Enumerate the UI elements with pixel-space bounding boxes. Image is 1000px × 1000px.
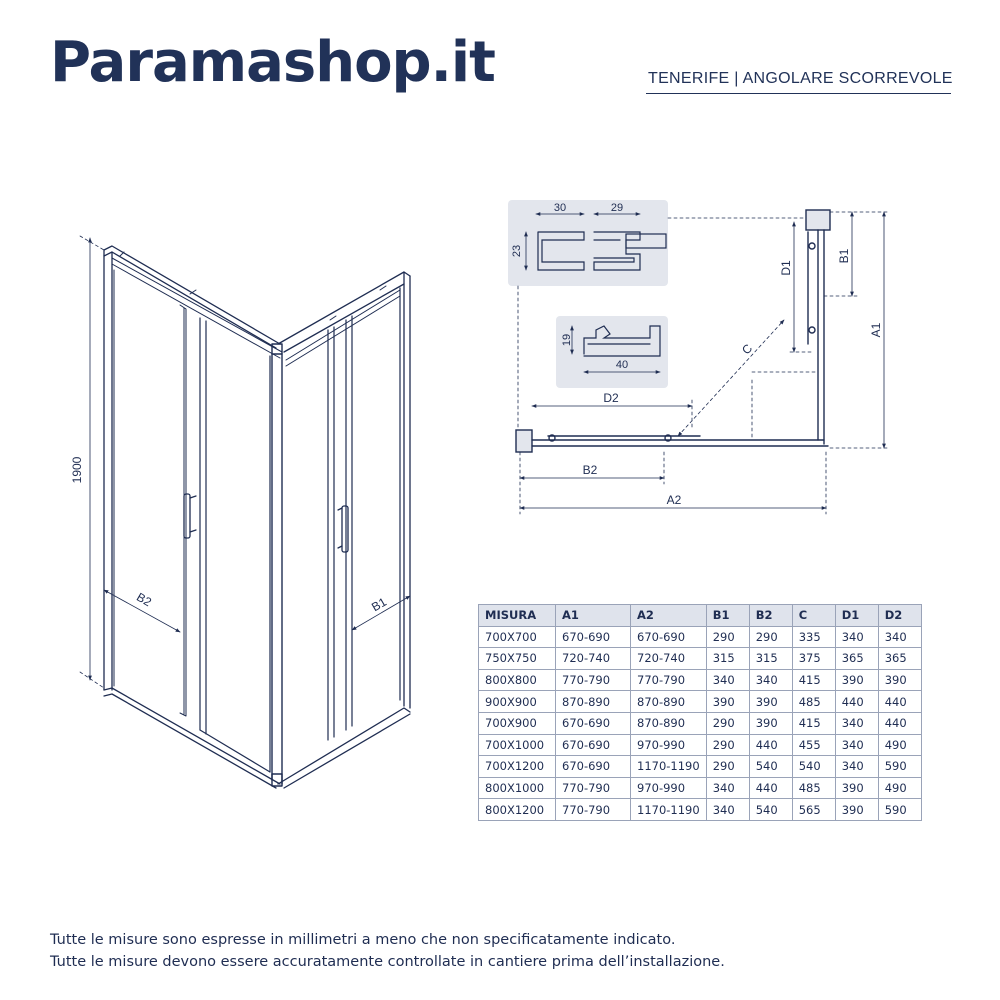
cell: 315 xyxy=(706,648,749,670)
left-sliding-door xyxy=(200,318,270,772)
cell: 540 xyxy=(749,756,792,778)
profile-width-40: 40 xyxy=(615,359,629,371)
col-b2: B2 xyxy=(749,605,792,627)
cell: 340 xyxy=(706,669,749,691)
cell: 1170-1190 xyxy=(631,799,707,821)
d2-label: D2 xyxy=(603,391,619,405)
cell: 590 xyxy=(878,799,921,821)
cell: 485 xyxy=(792,777,835,799)
cell: 900X900 xyxy=(479,691,556,713)
b2-label: B2 xyxy=(582,463,598,477)
table-row xyxy=(479,691,922,713)
table-row xyxy=(479,648,922,670)
cell: 390 xyxy=(749,691,792,713)
cell: 720-740 xyxy=(631,648,707,670)
cell: 340 xyxy=(835,712,878,734)
cell: 800X1000 xyxy=(479,777,556,799)
cell: 800X1200 xyxy=(479,799,556,821)
plan-view xyxy=(508,200,890,514)
cell: 770-790 xyxy=(631,669,707,691)
plan-frame-right xyxy=(806,210,830,444)
cell: 770-790 xyxy=(556,669,631,691)
cell: 290 xyxy=(706,756,749,778)
brand-logo: Paramashop.it xyxy=(50,30,495,95)
cell: 365 xyxy=(878,648,921,670)
table-row xyxy=(479,756,922,778)
cell: 440 xyxy=(878,691,921,713)
cell: 415 xyxy=(792,669,835,691)
cell: 670-690 xyxy=(631,626,707,648)
col-a1: A1 xyxy=(556,605,631,627)
table-row xyxy=(479,669,922,691)
cell: 670-690 xyxy=(556,626,631,648)
footnote-units: Tutte le misure sono espresse in millimetri a meno che non specificatamente indicato. xyxy=(50,932,676,948)
table-header-row xyxy=(479,605,922,627)
cell: 340 xyxy=(878,626,921,648)
table-row xyxy=(479,777,922,799)
profile-width-30: 30 xyxy=(553,202,567,214)
right-panel-frame xyxy=(278,272,410,788)
profile-detail-top xyxy=(508,200,668,286)
cell: 670-690 xyxy=(556,734,631,756)
table-row xyxy=(479,626,922,648)
cell: 440 xyxy=(749,777,792,799)
cell: 490 xyxy=(878,777,921,799)
profile-detail-small xyxy=(556,316,668,388)
cell: 970-990 xyxy=(631,777,707,799)
cell: 750X750 xyxy=(479,648,556,670)
cell: 390 xyxy=(835,799,878,821)
left-panel-frame xyxy=(104,246,280,788)
d1-label: D1 xyxy=(779,260,793,276)
cell: 375 xyxy=(792,648,835,670)
cell: 455 xyxy=(792,734,835,756)
cell: 290 xyxy=(706,712,749,734)
col-d1: D1 xyxy=(835,605,878,627)
cell: 870-890 xyxy=(556,691,631,713)
cell: 540 xyxy=(749,799,792,821)
profile-height-19: 19 xyxy=(561,333,573,347)
cell: 340 xyxy=(835,626,878,648)
cell: 290 xyxy=(749,626,792,648)
col-d2: D2 xyxy=(878,605,921,627)
a1-label: A1 xyxy=(869,322,883,338)
right-sliding-door xyxy=(328,288,400,740)
height-label: 1900 xyxy=(70,456,84,484)
b1-label: B1 xyxy=(837,248,851,264)
cell: 870-890 xyxy=(631,712,707,734)
cell: 700X700 xyxy=(479,626,556,648)
right-top-rail xyxy=(286,286,400,366)
cell: 770-790 xyxy=(556,799,631,821)
cell: 390 xyxy=(835,669,878,691)
cell: 390 xyxy=(706,691,749,713)
cell: 315 xyxy=(749,648,792,670)
cell: 540 xyxy=(792,756,835,778)
footnote-verify: Tutte le misure devono essere accuratamente controllate in cantiere prima dell’installazione. xyxy=(50,954,725,970)
profile-height-23: 23 xyxy=(511,244,523,258)
cell: 340 xyxy=(749,669,792,691)
cell: 590 xyxy=(878,756,921,778)
cell: 800X800 xyxy=(479,669,556,691)
cell: 290 xyxy=(706,626,749,648)
left-fixed-glass xyxy=(114,270,186,716)
cell: 440 xyxy=(878,712,921,734)
cell: 970-990 xyxy=(631,734,707,756)
cell: 565 xyxy=(792,799,835,821)
cell: 440 xyxy=(835,691,878,713)
table-row xyxy=(479,712,922,734)
left-top-rail xyxy=(112,252,282,358)
cell: 700X900 xyxy=(479,712,556,734)
plan-frame-bottom xyxy=(516,430,828,452)
cell: 365 xyxy=(835,648,878,670)
cell: 700X1000 xyxy=(479,734,556,756)
b1-perspective-label: B1 xyxy=(369,594,389,615)
cell: 1170-1190 xyxy=(631,756,707,778)
a2-label: A2 xyxy=(666,493,682,507)
cell: 770-790 xyxy=(556,777,631,799)
cell: 390 xyxy=(835,777,878,799)
col-a2: A2 xyxy=(631,605,707,627)
table-row xyxy=(479,799,922,821)
cell: 390 xyxy=(749,712,792,734)
col-b1: B1 xyxy=(706,605,749,627)
profile-width-29: 29 xyxy=(610,202,624,214)
cell: 340 xyxy=(706,799,749,821)
cell: 670-690 xyxy=(556,756,631,778)
cell: 700X1200 xyxy=(479,756,556,778)
cell: 440 xyxy=(749,734,792,756)
col-c: C xyxy=(792,605,835,627)
size-table xyxy=(478,604,922,821)
cell: 390 xyxy=(878,669,921,691)
cell: 870-890 xyxy=(631,691,707,713)
cell: 485 xyxy=(792,691,835,713)
cell: 340 xyxy=(706,777,749,799)
table-row xyxy=(479,734,922,756)
cell: 490 xyxy=(878,734,921,756)
cell: 340 xyxy=(835,756,878,778)
c-label: C xyxy=(739,341,756,358)
cell: 415 xyxy=(792,712,835,734)
corner-post xyxy=(272,344,282,786)
cell: 290 xyxy=(706,734,749,756)
cell: 340 xyxy=(835,734,878,756)
product-title: TENERIFE | ANGOLARE SCORREVOLE xyxy=(648,70,953,87)
cell: 335 xyxy=(792,626,835,648)
col-misura: MISURA xyxy=(479,605,556,627)
b2-perspective-label: B2 xyxy=(134,589,154,610)
cell: 670-690 xyxy=(556,712,631,734)
perspective-view xyxy=(80,236,410,788)
cell: 720-740 xyxy=(556,648,631,670)
